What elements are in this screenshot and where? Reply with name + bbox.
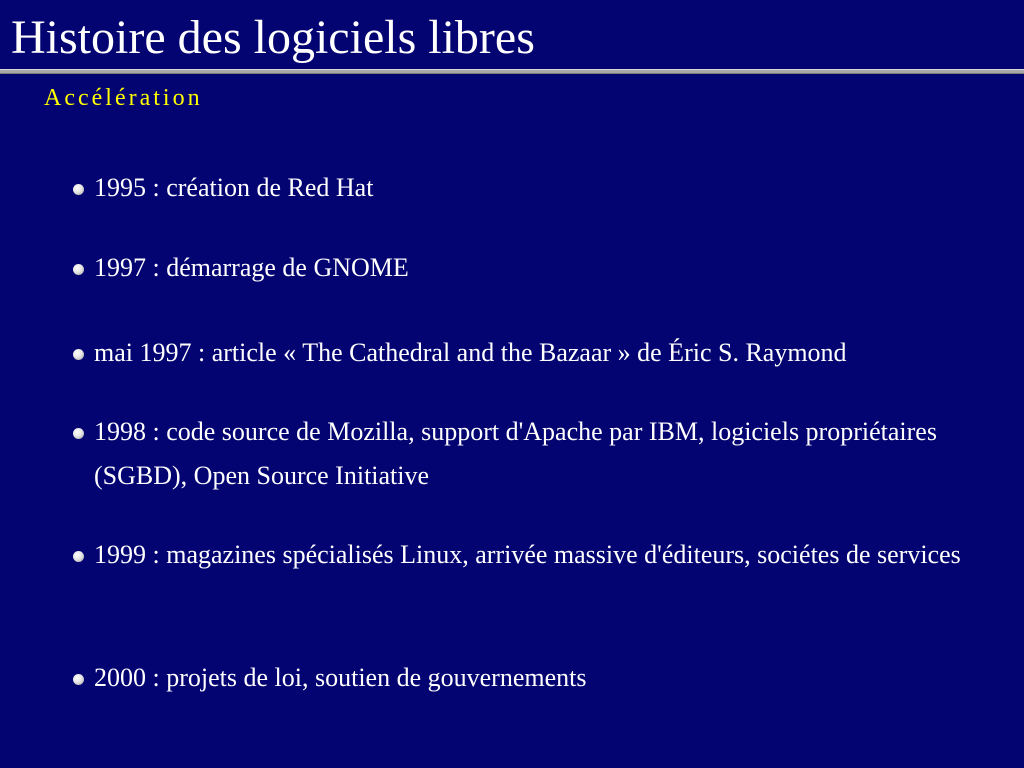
bullet-icon: [73, 551, 84, 562]
title-divider: [0, 69, 1024, 74]
bullet-icon: [73, 674, 84, 685]
list-item: [70, 331, 970, 375]
slide-subtitle: Accélération: [44, 85, 203, 111]
slide-title: Histoire des logiciels libres: [11, 11, 535, 64]
list-item-text: 1995 : création de Red Hat: [94, 173, 374, 202]
list-item-text: 1998 : code source de Mozilla, support d'Apache par IBM, logiciels propriétaires (SGBD), Open Source Initiative: [94, 417, 937, 490]
list-item: [70, 410, 970, 498]
list-item-text: 1997 : démarrage de GNOME: [94, 253, 409, 282]
list-item: [70, 246, 970, 290]
list-item-text: 2000 : projets de loi, soutien de gouvernements: [94, 663, 587, 692]
list-item-text: mai 1997 : article « The Cathedral and the Bazaar » de Éric S. Raymond: [94, 338, 847, 367]
bullet-icon: [73, 428, 84, 439]
bullet-icon: [73, 349, 84, 360]
list-item: [70, 166, 970, 210]
list-item: [70, 533, 970, 577]
list-item-text: 1999 : magazines spécialisés Linux, arrivée massive d'éditeurs, sociétes de services: [94, 540, 961, 569]
bullet-icon: [73, 184, 84, 195]
list-item: [70, 656, 970, 700]
bullet-icon: [73, 264, 84, 275]
